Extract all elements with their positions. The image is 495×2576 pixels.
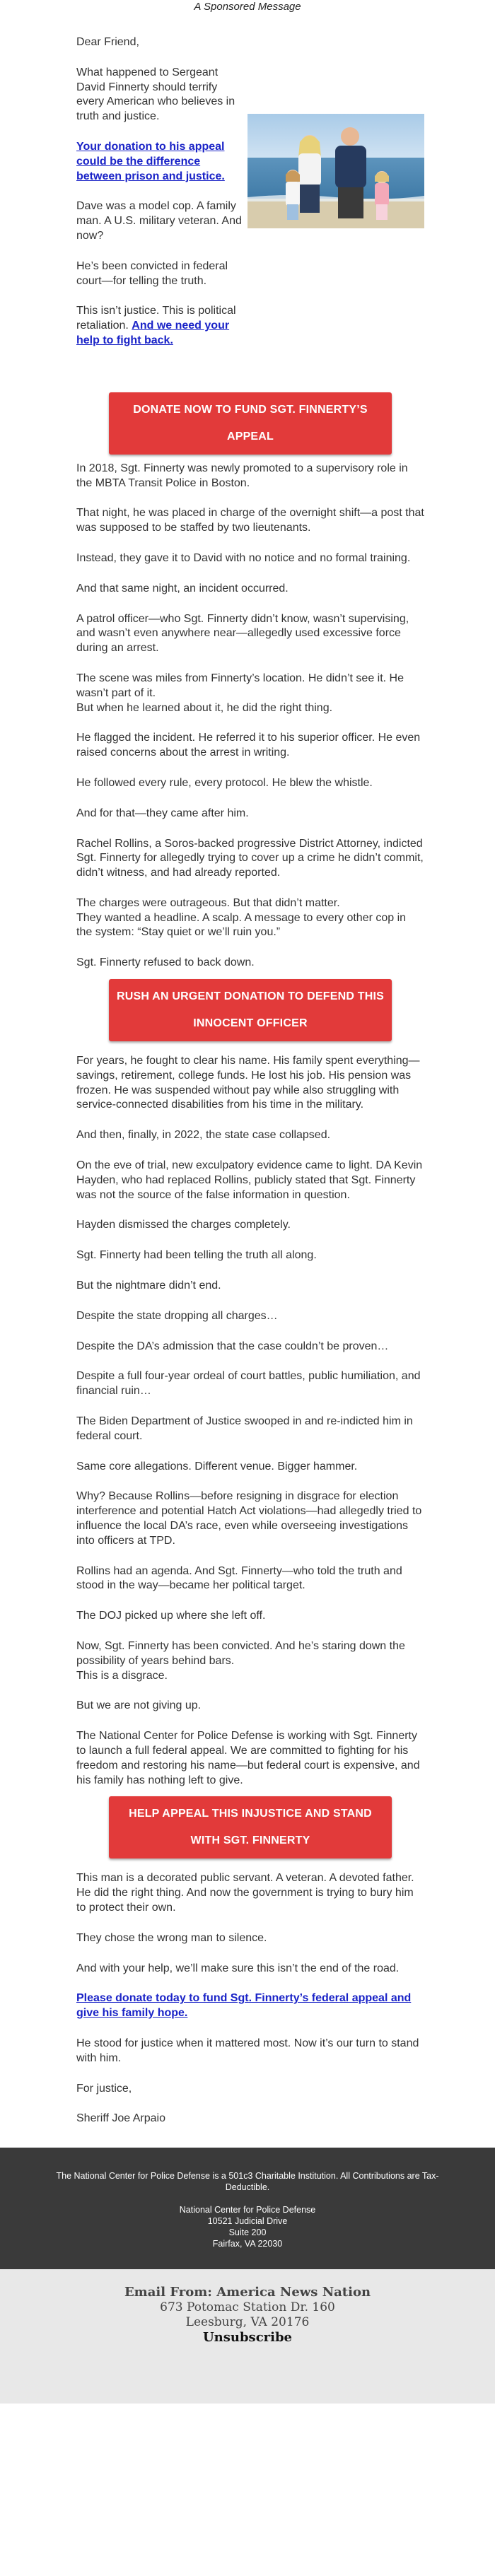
closing-paragraph: This man is a decorated public servant. A veteran. A devoted father. He did the right thing. And now the government is trying to bury him to protect their own. bbox=[76, 1872, 414, 1914]
family-photo-illustration bbox=[248, 114, 424, 228]
story-paragraph: He flagged the incident. He referred it to his superior officer. He even raised concerns about the arrest in writing. bbox=[76, 732, 421, 759]
closing-paragraph: And with your help, we’ll make sure this isn’t the end of the road. bbox=[76, 1962, 400, 1974]
story-paragraph: Despite the DA’s admission that the case couldn’t be proven… bbox=[76, 1340, 389, 1352]
family-photo bbox=[248, 114, 424, 228]
story-paragraph: Despite a full four-year ordeal of court battles, public humiliation, and financial ruin… bbox=[76, 1370, 421, 1398]
tax-disclaimer: The National Center for Police Defense is a 501c3 Charitable Institution. All Contributions are Tax-Deductible. bbox=[56, 2171, 439, 2193]
photo-column bbox=[248, 114, 424, 228]
story-paragraph: Same core allegations. Different venue. Bigger hammer. bbox=[76, 1460, 358, 1473]
cta-wrap-3 bbox=[76, 1796, 424, 1858]
story-paragraph: Sgt. Finnerty had been telling the truth all along. bbox=[76, 1249, 317, 1262]
story-paragraph: Why? Because Rollins—before resigning in disgrace for election interference and potential Hatch Act violations—had allegedly tried to influence the local DA’s race, even while overseeing investigations into officers at TPD. bbox=[76, 1490, 422, 1547]
final-link-paragraph bbox=[76, 1991, 424, 2021]
unsubscribe-link[interactable]: Unsubscribe bbox=[202, 2330, 293, 2346]
donate-appeal-link[interactable]: Please donate today to fund Sgt. Finnerty’s federal appeal and give his family hope. bbox=[76, 1992, 412, 2020]
greeting: Dear Friend, bbox=[76, 36, 139, 48]
story-paragraph: The scene was miles from Finnerty’s location. He didn’t see it. He wasn’t part of it. But when he learned about it, he did the right thing. bbox=[76, 672, 404, 714]
story-paragraph: And for that—they came after him. bbox=[76, 807, 249, 819]
story-paragraph: On the eve of trial, new exculpatory evidence came to light. DA Kevin Hayden, who had replaced Rollins, publicly stated that Sgt. Finnerty was not the source of the false information in question. bbox=[76, 1159, 423, 1201]
urgent-donation-button[interactable]: RUSH AN URGENT DONATION TO DEFEND THIS INNOCENT OFFICER bbox=[109, 979, 392, 1041]
footer-sender bbox=[0, 2269, 495, 2404]
email-from: Email From: America News Nation bbox=[124, 2285, 371, 2300]
story-paragraph: Sgt. Finnerty refused to back down. bbox=[76, 956, 255, 969]
story-paragraph: He followed every rule, every protocol. He blew the whistle. bbox=[76, 776, 373, 789]
story-paragraph: And that same night, an incident occurred. bbox=[76, 582, 289, 595]
donation-appeal-link[interactable]: Your donation to his appeal could be the difference between prison and justice. bbox=[76, 140, 225, 182]
closing-paragraph: They chose the wrong man to silence. bbox=[76, 1931, 267, 1944]
org-address-line: 10521 Judicial Drive bbox=[207, 2216, 288, 2227]
sender-address-line: Leesburg, VA 20176 bbox=[185, 2315, 310, 2330]
retaliation-paragraph bbox=[76, 304, 243, 348]
story-paragraph: The charges were outrageous. But that didn’t matter. They wanted a headline. A scalp. A message to every other cop in the system: “Stay quiet or we’ll ruin you.” bbox=[76, 896, 407, 939]
org-name: National Center for Police Defense bbox=[179, 2205, 316, 2215]
intro-paragraph: He’s been convicted in federal court—for telling the truth. bbox=[76, 259, 228, 287]
fight-back-link[interactable]: And we need your help to fight back. bbox=[76, 320, 230, 346]
closing-paragraph: He stood for justice when it mattered most. Now it’s our turn to stand with him. bbox=[76, 2037, 419, 2064]
cta-wrap-2 bbox=[76, 979, 424, 1041]
footer-spacer bbox=[42, 2193, 453, 2204]
intro-section bbox=[76, 66, 424, 364]
sponsored-label: A Sponsored Message bbox=[194, 1, 301, 13]
story-paragraph: The National Center for Police Defense is working with Sgt. Finnerty to launch a full federal appeal. We are committed to fighting for his freedom and restoring his name—but federal court is expensive, and his family has nothing left to give. bbox=[76, 1730, 420, 1786]
donate-now-button[interactable]: DONATE NOW TO FUND SGT. FINNERTY’S APPEAL bbox=[109, 392, 392, 455]
story-paragraph: The DOJ picked up where she left off. bbox=[76, 1610, 266, 1622]
sender-address-line: 673 Potomac Station Dr. 160 bbox=[160, 2300, 335, 2315]
intro-text bbox=[76, 66, 243, 364]
story-paragraph: Despite the state dropping all charges… bbox=[76, 1309, 278, 1322]
signature: Sheriff Joe Arpaio bbox=[76, 2112, 166, 2125]
intro-paragraph: Dave was a model cop. A family man. A U.S. military veteran. And now? bbox=[76, 200, 242, 242]
story-paragraph: Instead, they gave it to David with no notice and no formal training. bbox=[76, 551, 411, 564]
story-paragraph: But we are not giving up. bbox=[76, 1699, 202, 1712]
retaliation-text: This isn’t justice. This is political retaliation. bbox=[76, 305, 236, 332]
story-paragraph: But the nightmare didn’t end. bbox=[76, 1280, 221, 1292]
story-paragraph: Rollins had an agenda. And Sgt. Finnerty—who told the truth and stood in the way—became her political target. bbox=[76, 1564, 402, 1592]
story-paragraph: In 2018, Sgt. Finnerty was newly promoted to a supervisory role in the MBTA Transit Police in Boston. bbox=[76, 462, 408, 489]
letter-body bbox=[0, 16, 495, 2126]
org-address-line: Fairfax, VA 22030 bbox=[212, 2239, 283, 2249]
story-paragraph: A patrol officer—who Sgt. Finnerty didn’t know, wasn’t supervising, and wasn’t even anywhere near—allegedly used excessive force during an arrest. bbox=[76, 612, 409, 655]
signoff: For justice, bbox=[76, 2082, 132, 2095]
story-paragraph: That night, he was placed in charge of the overnight shift—a post that was supposed to be staffed by two lieutenants. bbox=[76, 507, 424, 534]
story-paragraph: For years, he fought to clear his name. His family spent everything—savings, retirement, college funds. He lost his job. His pension was frozen. He was suspended without pay while also struggling with service-connected disabilities from his time in the military. bbox=[76, 1055, 420, 1111]
cta-wrap-1 bbox=[76, 392, 424, 455]
story-paragraph: The Biden Department of Justice swooped in and re-indicted him in federal court. bbox=[76, 1415, 413, 1442]
org-address-line: Suite 200 bbox=[228, 2227, 267, 2238]
story-paragraph: Hayden dismissed the charges completely. bbox=[76, 1219, 291, 1231]
story-paragraph: Now, Sgt. Finnerty has been convicted. And he’s staring down the possibility of years behind bars. This is a disgrace. bbox=[76, 1640, 405, 1682]
intro-link-paragraph bbox=[76, 140, 243, 184]
footer-disclaimer bbox=[0, 2148, 495, 2269]
intro-paragraph: What happened to Sergeant David Finnerty should terrify every American who believes in truth and justice. bbox=[76, 66, 235, 123]
help-appeal-button[interactable]: HELP APPEAL THIS INJUSTICE AND STAND WITH SGT. FINNERTY bbox=[109, 1796, 392, 1858]
story-paragraph: Rachel Rollins, a Soros-backed progressive District Attorney, indicted Sgt. Finnerty for allegedly trying to cover up a crime he didn’t commit, didn’t witness, and had already reported. bbox=[76, 837, 424, 879]
story-paragraph: And then, finally, in 2022, the state case collapsed. bbox=[76, 1129, 331, 1142]
